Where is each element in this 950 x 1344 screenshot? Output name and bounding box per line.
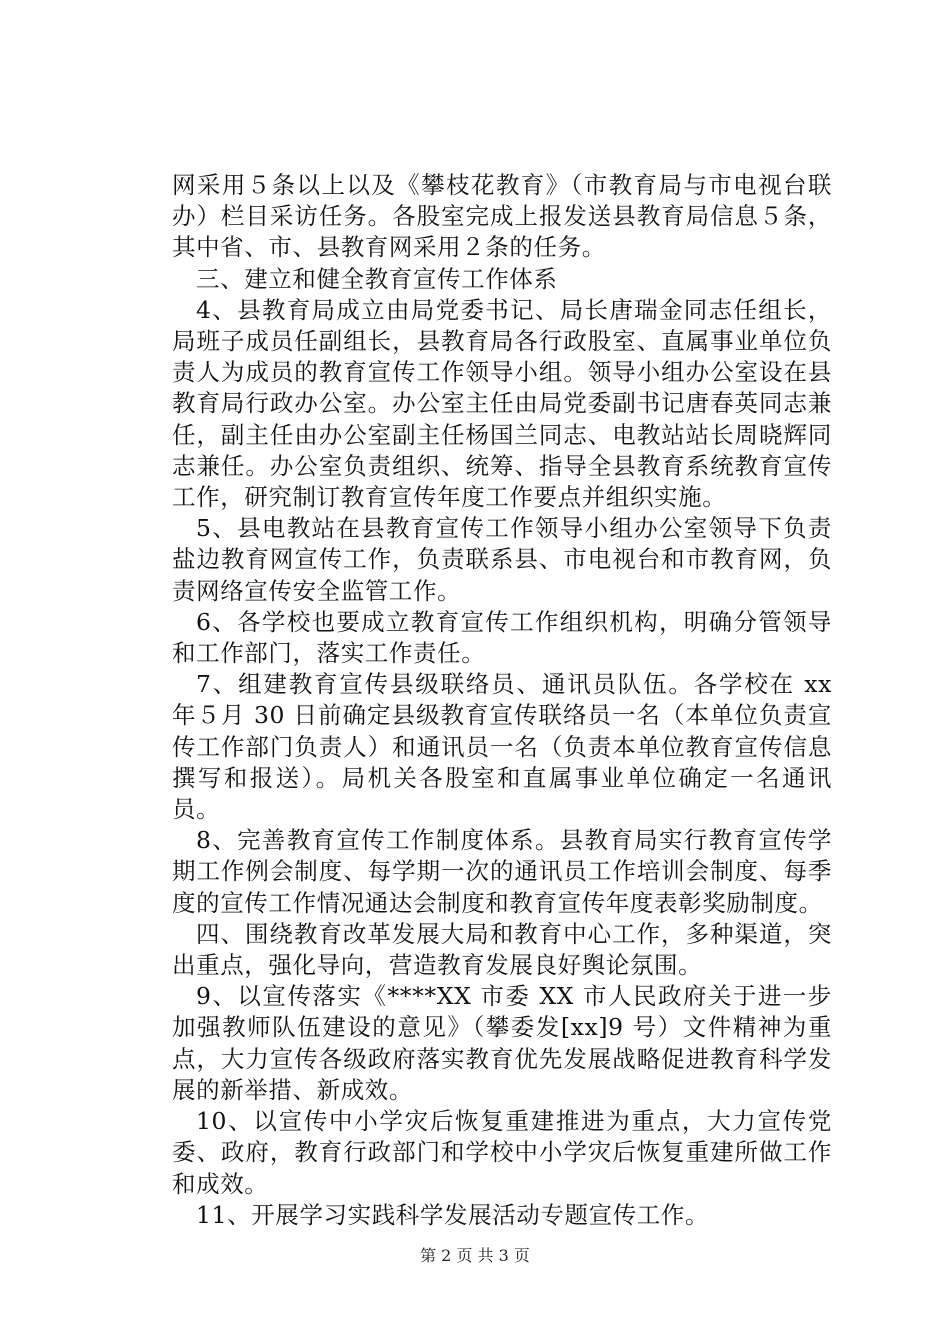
document-body	[172, 170, 832, 1231]
section-heading-4: 四、围绕教育改革发展大局和教育中心工作，多种渠道，突出重点，强化导向，营造教育发展良好舆论氛围。	[172, 919, 832, 980]
paragraph-item-11: 11、开展学习实践科学发展活动专题宣传工作。	[196, 1200, 710, 1229]
paragraph-item-7: 7、组建教育宣传县级联络员、通讯员队伍。各学校在 xx 年５月 30 日前确定县级教育宣传联络员一名（本单位负责宣传工作部门负责人）和通讯员一名（负责本单位教育宣传信息撰写和报送）。局机关各股室和直属事业单位确定一名通讯员。	[172, 670, 832, 824]
paragraph-item-4: 4、县教育局成立由局党委书记、局长唐瑞金同志任组长，局班子成员任副组长，县教育局各行政股室、直属事业单位负责人为成员的教育宣传工作领导小组。领导小组办公室设在县教育局行政办公室。办公室主任由局党委副书记唐春英同志兼任，副主任由办公室副主任杨国兰同志、电教站站长周晓辉同志兼任。办公室负责组织、统筹、指导全县教育系统教育宣传工作，研究制订教育宣传年度工作要点并组织实施。	[172, 295, 832, 512]
paragraph-item-8: 8、完善教育宣传工作制度体系。县教育局实行教育宣传学期工作例会制度、每学期一次的通讯员工作培训会制度、每季度的宣传工作情况通达会制度和教育宣传年度表彰奖励制度。	[172, 826, 832, 917]
paragraph-item-6: 6、各学校也要成立教育宣传工作组织机构，明确分管领导和工作部门，落实工作责任。	[172, 607, 832, 668]
paragraph-item-10: 10、以宣传中小学灾后恢复重建推进为重点，大力宣传党委、政府，教育行政部门和学校中小学灾后恢复重建所做工作和成效。	[172, 1107, 832, 1198]
section-heading-3: 三、建立和健全教育宣传工作体系	[196, 264, 558, 293]
page-footer: 第 2 页 共 3 页	[420, 1246, 530, 1265]
paragraph-continuation: 网采用５条以上以及《攀枝花教育》（市教育局与市电视台联办）栏目采访任务。各股室完成上报发送县教育局信息５条，其中省、市、县教育网采用２条的任务。	[172, 171, 832, 262]
paragraph-item-5: 5、县电教站在县教育宣传工作领导小组办公室领导下负责盐边教育网宣传工作，负责联系县、市电视台和市教育网，负责网络宣传安全监管工作。	[172, 514, 832, 605]
paragraph-item-9: 9、以宣传落实《****XX 市委 XX 市人民政府关于进一步加强教师队伍建设的意见》（攀委发[xx]9 号）文件精神为重点，大力宣传各级政府落实教育优先发展战略促进教育科学发展的新举措、新成效。	[172, 982, 832, 1104]
